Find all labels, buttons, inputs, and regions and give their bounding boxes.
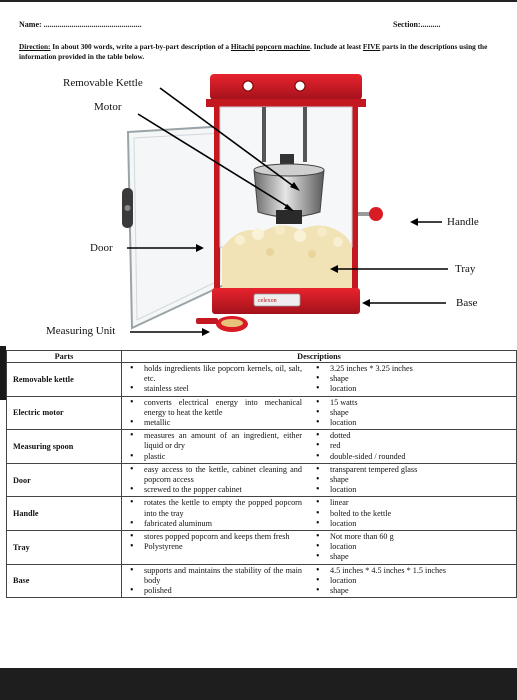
table-row xyxy=(7,497,517,531)
description-cell xyxy=(122,497,517,531)
attribute-list xyxy=(308,431,516,462)
part-name: Electric motor xyxy=(7,396,122,430)
table-header-row xyxy=(7,351,517,363)
attribute-item: • linear xyxy=(308,498,516,508)
description-cell xyxy=(122,531,517,565)
description-item: • plastic xyxy=(122,452,308,462)
part-name: Tray xyxy=(7,531,122,565)
table-row xyxy=(7,396,517,430)
description-list xyxy=(122,498,308,529)
description-cell xyxy=(122,430,517,464)
attribute-list xyxy=(308,566,516,597)
attribute-item: • location xyxy=(308,485,516,495)
direction-subject: Hitachi popcorn machine xyxy=(230,42,310,51)
table-row xyxy=(7,363,517,397)
attribute-item: • red xyxy=(308,441,516,451)
attribute-list xyxy=(308,364,516,395)
attribute-item: • 4.5 inches * 4.5 inches * 1.5 inches xyxy=(308,566,516,576)
table-row xyxy=(7,564,517,598)
description-list xyxy=(122,465,308,496)
attribute-item: • 3.25 inches * 3.25 inches xyxy=(308,364,516,374)
attribute-item: • shape xyxy=(308,374,516,384)
label-motor: Motor xyxy=(94,101,122,113)
part-name: Removable kettle xyxy=(7,363,122,397)
table-row xyxy=(7,430,517,464)
label-removable-kettle: Removable Kettle xyxy=(63,77,143,89)
description-list xyxy=(122,398,308,429)
name-field: Name: ................................................. xyxy=(19,20,142,29)
table-row xyxy=(7,531,517,565)
description-list xyxy=(122,566,308,597)
attribute-item: • shape xyxy=(308,586,516,596)
part-name: Measuring spoon xyxy=(7,430,122,464)
attribute-item: • transparent tempered glass xyxy=(308,465,516,475)
attribute-item: • location xyxy=(308,519,516,529)
attribute-item: • location xyxy=(308,542,516,552)
attribute-list xyxy=(308,465,516,496)
part-name: Base xyxy=(7,564,122,598)
part-name: Handle xyxy=(7,497,122,531)
attribute-list xyxy=(308,498,516,529)
attribute-item: • Not more than 60 g xyxy=(308,532,516,542)
description-item: • easy access to the kettle, cabinet cleaning and popcorn access xyxy=(122,465,308,485)
base xyxy=(212,288,360,314)
label-measuring-unit: Measuring Unit xyxy=(46,325,116,337)
direction-label: Direction: xyxy=(19,42,51,51)
attribute-list xyxy=(308,398,516,429)
attribute-item: • bolted to the kettle xyxy=(308,509,516,519)
description-item: • fabricated aluminum xyxy=(122,519,308,529)
section-field: Section:.......... xyxy=(393,20,441,29)
header-parts: Parts xyxy=(7,351,122,363)
attribute-item: • shape xyxy=(308,408,516,418)
attribute-item: • shape xyxy=(308,552,516,562)
label-tray: Tray xyxy=(455,263,476,275)
description-item: • rotates the kettle to empty the popped popcorn into the tray xyxy=(122,498,308,518)
attribute-list xyxy=(308,532,516,563)
description-cell xyxy=(122,564,517,598)
description-item: • supports and maintains the stability of the main body xyxy=(122,566,308,586)
description-item: • metallic xyxy=(122,418,308,428)
attribute-item: • 15 watts xyxy=(308,398,516,408)
popcorn-pile xyxy=(222,225,352,288)
attribute-item: • dotted xyxy=(308,431,516,441)
description-list xyxy=(122,431,308,462)
description-item: • holds ingredients like popcorn kernels, oil, salt, etc. xyxy=(122,364,308,384)
direction-text-2: . Include at least xyxy=(309,42,363,51)
attribute-item: • shape xyxy=(308,475,516,485)
attribute-item: • location xyxy=(308,384,516,394)
table-row xyxy=(7,463,517,497)
attribute-item: • double-sided / rounded xyxy=(308,452,516,462)
label-handle: Handle xyxy=(447,216,479,228)
description-cell xyxy=(122,363,517,397)
direction-text-1: In about 300 words, write a part-by-part description of a xyxy=(50,42,231,51)
direction-count: FIVE xyxy=(362,42,381,51)
description-item: • Polystyrene xyxy=(122,542,308,552)
description-item: • screwed to the popper cabinet xyxy=(122,485,308,495)
description-cell xyxy=(122,396,517,430)
popcorn-machine-figure xyxy=(0,62,517,344)
description-list xyxy=(122,532,308,563)
description-item: • polished xyxy=(122,586,308,596)
part-name: Door xyxy=(7,463,122,497)
description-item: • stores popped popcorn and keeps them fresh xyxy=(122,532,308,542)
header-descriptions: Descriptions xyxy=(122,351,517,363)
handle xyxy=(358,207,383,221)
label-base: Base xyxy=(456,297,478,309)
brand-plate: celexon xyxy=(258,298,277,304)
parts-table xyxy=(6,350,517,598)
direction-text-3: parts in the descriptions using the information provided in the table below. xyxy=(19,42,488,61)
description-item: • stainless steel xyxy=(122,384,308,394)
description-item: • measures an amount of an ingredient, either liquid or dry xyxy=(122,431,308,451)
top-border xyxy=(0,0,517,2)
direction-text xyxy=(19,42,507,62)
attribute-item: • location xyxy=(308,576,516,586)
description-list xyxy=(122,364,308,395)
attribute-item: • location xyxy=(308,418,516,428)
description-cell xyxy=(122,463,517,497)
description-item: • converts electrical energy into mechanical energy to heat the kettle xyxy=(122,398,308,418)
label-door: Door xyxy=(90,242,113,254)
bottom-bar xyxy=(0,668,517,700)
